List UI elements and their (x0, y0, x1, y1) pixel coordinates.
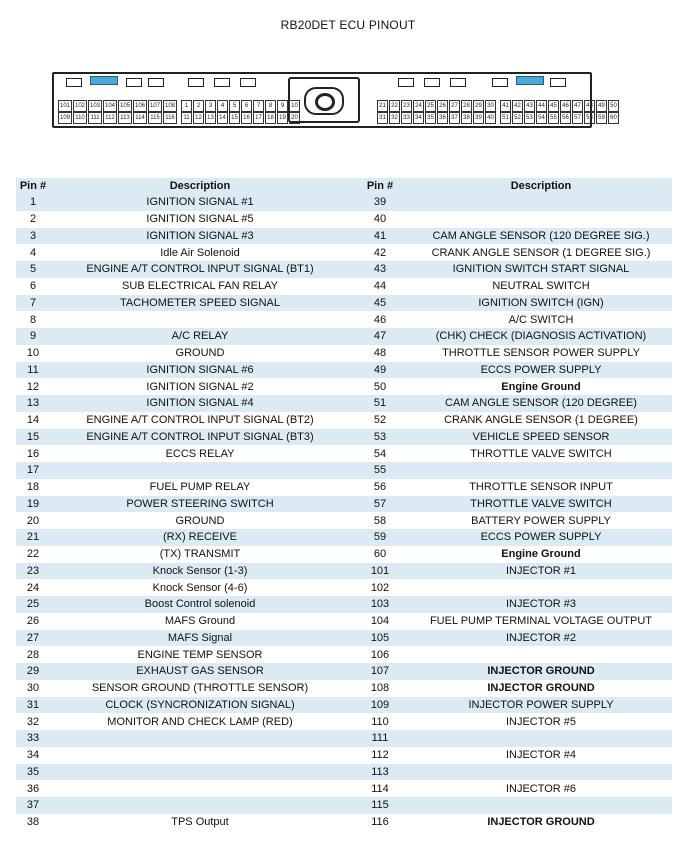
connector-pin-label: 38 (461, 112, 472, 124)
table-row (16, 295, 672, 312)
table-row (16, 529, 672, 546)
ecu-connector-diagram (52, 72, 617, 128)
pin-cell-2: 50 (373, 380, 387, 393)
description-cell-2: CRANK ANGLE SENSOR (1 DEGREE SIG.) (431, 246, 651, 259)
connector-pin-label: 113 (118, 112, 132, 124)
pin-cell-2: 116 (371, 816, 389, 829)
description-cell: ENGINE TEMP SENSOR (137, 648, 263, 661)
connector-pin-label: 41 (500, 100, 511, 112)
connector-pin-label: 101 (58, 100, 72, 112)
pin-cell-2: 52 (373, 414, 387, 427)
description-cell-2: THROTTLE VALVE SWITCH (470, 497, 612, 510)
pin-cell: 33 (26, 732, 40, 745)
description-cell-2: INJECTOR #4 (505, 749, 577, 762)
connector-pin-label: 9 (277, 100, 288, 112)
pinout-table (16, 178, 672, 831)
table-row (16, 412, 672, 429)
pin-cell-2: 56 (373, 481, 387, 494)
pin-cell: 35 (26, 765, 40, 778)
description-cell-2: BATTERY POWER SUPPLY (471, 514, 611, 527)
table-row (16, 311, 672, 328)
pin-cell-2: 113 (371, 765, 389, 778)
connector-pin-label: 59 (596, 112, 607, 124)
pin-cell-2: 49 (373, 363, 387, 376)
pin-cell: 34 (26, 749, 40, 762)
description-cell: FUEL PUMP RELAY (149, 481, 251, 494)
description-cell-2: INJECTOR #3 (505, 598, 577, 611)
connector-pin-row-top (58, 100, 620, 112)
header-pin: Pin # (19, 180, 47, 192)
connector-pin-label: 51 (500, 112, 511, 124)
pin-cell-2: 106 (370, 648, 390, 661)
table-row (16, 646, 672, 663)
description-cell (50, 764, 350, 781)
connector-pin-row-bottom (58, 112, 620, 124)
description-cell-2: IGNITION SWITCH START SIGNAL (452, 263, 630, 276)
connector-pin-label: 104 (103, 100, 117, 112)
table-row (16, 462, 672, 479)
connector-pin-label: 52 (512, 112, 523, 124)
connector-pin-label: 17 (253, 112, 264, 124)
table-row (16, 378, 672, 395)
description-cell-2: THROTTLE SENSOR INPUT (469, 481, 613, 494)
description-cell-2 (410, 797, 672, 814)
table-row (16, 479, 672, 496)
description-cell-2: INJECTOR #5 (505, 715, 577, 728)
pin-cell-2: 42 (373, 246, 387, 259)
connector-pin-label: 21 (377, 100, 388, 112)
description-cell: Boost Control solenoid (144, 598, 256, 611)
connector-pin-label: 107 (148, 100, 162, 112)
connector-tab (492, 78, 508, 87)
connector-pin-label: 44 (536, 100, 547, 112)
description-cell: MAFS Ground (164, 615, 236, 628)
connector-pin-label: 12 (193, 112, 204, 124)
page-title: RB20DET ECU PINOUT (280, 18, 416, 32)
description-cell: ENGINE A/T CONTROL INPUT SIGNAL (BT2) (86, 414, 314, 427)
table-row (16, 814, 672, 831)
pin-cell: 2 (29, 213, 37, 226)
table-row (16, 345, 672, 362)
table-row (16, 579, 672, 596)
pin-cell: 11 (27, 363, 39, 376)
pin-cell: 24 (26, 581, 40, 594)
description-cell-2: INJECTOR POWER SUPPLY (468, 698, 614, 711)
table-row (16, 261, 672, 278)
connector-tab (398, 78, 414, 87)
pin-cell: 21 (26, 531, 40, 544)
pin-cell: 16 (26, 447, 40, 460)
description-cell (50, 797, 350, 814)
pin-cell-2: 105 (370, 631, 390, 644)
description-cell: IGNITION SIGNAL #3 (146, 229, 254, 242)
pin-cell-2: 108 (370, 682, 390, 695)
description-cell: POWER STEERING SWITCH (126, 497, 274, 510)
connector-pin-label: 60 (608, 112, 619, 124)
connector-pin-label: 4 (217, 100, 228, 112)
description-cell-2 (410, 764, 672, 781)
description-cell: (TX) TRANSMIT (159, 548, 241, 561)
connector-pin-label: 102 (73, 100, 87, 112)
pin-cell: 37 (26, 799, 40, 812)
pin-cell: 15 (26, 430, 40, 443)
pin-cell: 27 (26, 631, 40, 644)
pin-cell-2: 103 (370, 598, 390, 611)
pin-cell: 18 (26, 481, 40, 494)
description-cell: MAFS Signal (167, 631, 233, 644)
description-cell-2 (410, 579, 672, 596)
pin-cell: 7 (29, 296, 37, 309)
connector-pin-label: 34 (413, 112, 424, 124)
description-cell: SUB ELECTRICAL FAN RELAY (122, 280, 278, 293)
description-cell-2: Engine Ground (501, 380, 581, 393)
table-row (16, 596, 672, 613)
description-cell (50, 747, 350, 764)
description-cell: IGNITION SIGNAL #2 (146, 380, 254, 393)
connector-pin-label: 105 (118, 100, 132, 112)
pin-cell: 10 (26, 347, 40, 360)
connector-pin-label: 24 (413, 100, 424, 112)
description-cell: ECCS RELAY (165, 447, 235, 460)
pin-cell: 3 (29, 229, 37, 242)
connector-pin-label: 8 (265, 100, 276, 112)
description-cell: IGNITION SIGNAL #4 (146, 397, 254, 410)
description-cell-2: (CHK) CHECK (DIAGNOSIS ACTIVATION) (435, 330, 647, 343)
connector-pin-label: 19 (277, 112, 288, 124)
connector-pin-label: 45 (548, 100, 559, 112)
header-pin-2: Pin # (366, 180, 394, 192)
connector-pin-label: 10 (289, 100, 300, 112)
connector-tab (188, 78, 204, 87)
pin-cell: 9 (29, 330, 37, 343)
connector-pin-label: 25 (425, 100, 436, 112)
pin-cell: 38 (26, 816, 40, 829)
description-cell (50, 730, 350, 747)
table-row (16, 278, 672, 295)
connector-pin-label: 6 (241, 100, 252, 112)
connector-tab-blue (90, 76, 118, 85)
connector-pin-label: 115 (148, 112, 162, 124)
connector-pin-label: 36 (437, 112, 448, 124)
connector-pin-label: 16 (241, 112, 252, 124)
description-cell: GROUND (175, 347, 225, 360)
description-cell: (RX) RECEIVE (163, 531, 237, 544)
table-row (16, 613, 672, 630)
description-cell-2: A/C SWITCH (508, 313, 574, 326)
table-row (16, 713, 672, 730)
connector-pin-label: 15 (229, 112, 240, 124)
description-cell: TPS Output (171, 816, 229, 829)
description-cell-2 (410, 211, 672, 228)
connector-pin-label: 33 (401, 112, 412, 124)
pin-cell: 20 (26, 514, 40, 527)
pin-cell-2: 44 (373, 280, 387, 293)
description-cell-2: CAM ANGLE SENSOR (120 DEGREE) (445, 397, 637, 410)
pin-cell-2: 57 (373, 497, 387, 510)
pin-cell: 32 (26, 715, 40, 728)
connector-pin-label: 47 (572, 100, 583, 112)
pin-cell-2: 55 (373, 464, 387, 477)
connector-pin-label: 23 (401, 100, 412, 112)
description-cell-2 (410, 730, 672, 747)
pin-cell-2: 48 (373, 347, 387, 360)
description-cell-2: Engine Ground (501, 548, 581, 561)
table-row (16, 395, 672, 412)
connector-pin-label: 31 (377, 112, 388, 124)
description-cell (50, 780, 350, 797)
pin-cell-2: 110 (371, 715, 389, 728)
connector-pin-label: 14 (217, 112, 228, 124)
connector-pin-label: 50 (608, 100, 619, 112)
description-cell-2: THROTTLE VALVE SWITCH (470, 447, 612, 460)
pin-cell-2: 47 (373, 330, 387, 343)
table-row (16, 228, 672, 245)
connector-pin-label: 1 (181, 100, 192, 112)
description-cell: Idle Air Solenoid (160, 246, 240, 259)
pin-cell-2: 45 (373, 296, 387, 309)
table-row (16, 764, 672, 781)
connector-pin-label: 110 (73, 112, 87, 124)
connector-pin-label: 28 (461, 100, 472, 112)
connector-tab (214, 78, 230, 87)
connector-pin-label: 27 (449, 100, 460, 112)
connector-pin-label: 3 (205, 100, 216, 112)
pin-cell-2: 40 (373, 213, 387, 226)
pin-cell-2: 43 (373, 263, 387, 276)
pin-cell-2: 115 (371, 799, 389, 812)
connector-pin-label: 42 (512, 100, 523, 112)
header-description-2: Description (510, 180, 572, 192)
connector-pin-label: 57 (572, 112, 583, 124)
description-cell-2: INJECTOR GROUND (487, 665, 595, 678)
connector-pin-label: 54 (536, 112, 547, 124)
pin-cell-2: 60 (373, 548, 387, 561)
connector-pin-label: 114 (133, 112, 147, 124)
connector-tab (424, 78, 440, 87)
description-cell: IGNITION SIGNAL #1 (146, 196, 254, 209)
description-cell-2: NEUTRAL SWITCH (492, 280, 590, 293)
pin-cell-2: 102 (370, 581, 390, 594)
description-cell-2: ECCS POWER SUPPLY (480, 531, 602, 544)
table-row (16, 512, 672, 529)
pin-cell: 23 (26, 564, 40, 577)
pin-cell-2: 39 (373, 196, 387, 209)
connector-tab (550, 78, 566, 87)
pin-cell-2: 109 (370, 698, 390, 711)
description-cell-2 (410, 462, 672, 479)
pin-cell-2: 59 (373, 531, 387, 544)
description-cell-2: IGNITION SWITCH (IGN) (478, 296, 604, 309)
connector-pin-label: 46 (560, 100, 571, 112)
pin-cell: 22 (26, 548, 40, 561)
pin-cell-2: 101 (370, 564, 390, 577)
description-cell: A/C RELAY (171, 330, 229, 343)
pin-cell: 26 (26, 615, 40, 628)
connector-tab (126, 78, 142, 87)
description-cell-2: INJECTOR GROUND (487, 682, 595, 695)
pin-cell: 6 (29, 280, 37, 293)
pin-cell: 31 (26, 698, 40, 711)
description-cell: IGNITION SIGNAL #5 (146, 213, 254, 226)
table-row (16, 496, 672, 513)
description-cell: ENGINE A/T CONTROL INPUT SIGNAL (BT1) (86, 263, 314, 276)
connector-tab (240, 78, 256, 87)
connector-pin-label: 116 (163, 112, 177, 124)
table-row (16, 630, 672, 647)
description-cell (50, 462, 350, 479)
description-cell-2: THROTTLE SENSOR POWER SUPPLY (442, 347, 640, 360)
connector-pin-label: 49 (596, 100, 607, 112)
description-cell-2: VEHICLE SPEED SENSOR (472, 430, 610, 443)
connector-pin-label: 108 (163, 100, 177, 112)
connector-pin-label: 26 (437, 100, 448, 112)
pin-cell: 29 (26, 665, 40, 678)
description-cell-2: ECCS POWER SUPPLY (480, 363, 602, 376)
connector-pin-label: 18 (265, 112, 276, 124)
description-cell-2: INJECTOR #2 (505, 631, 577, 644)
table-row (16, 730, 672, 747)
connector-pin-label: 112 (103, 112, 117, 124)
connector-pin-label: 11 (181, 112, 192, 124)
pin-cell-2: 53 (373, 430, 387, 443)
pin-cell: 17 (26, 464, 40, 477)
connector-pin-label: 37 (449, 112, 460, 124)
connector-pin-label: 53 (524, 112, 535, 124)
connector-pin-label: 55 (548, 112, 559, 124)
description-cell-2 (410, 646, 672, 663)
description-cell-2: INJECTOR #6 (505, 782, 577, 795)
table-row (16, 244, 672, 261)
table-row (16, 663, 672, 680)
table-row (16, 211, 672, 228)
table-header-row (16, 178, 672, 194)
description-cell: MONITOR AND CHECK LAMP (RED) (107, 715, 293, 728)
connector-pin-label: 30 (485, 100, 496, 112)
connector-pin-label: 22 (389, 100, 400, 112)
connector-tab (450, 78, 466, 87)
connector-tab (148, 78, 164, 87)
description-cell: TACHOMETER SPEED SIGNAL (120, 296, 280, 309)
connector-pin-label: 20 (289, 112, 300, 124)
pin-cell-2: 104 (370, 615, 390, 628)
pin-cell-2: 41 (373, 229, 387, 242)
connector-pin-label: 109 (58, 112, 72, 124)
pin-cell: 30 (26, 682, 40, 695)
pin-cell-2: 114 (371, 782, 389, 795)
pin-cell: 13 (26, 397, 40, 410)
table-row (16, 697, 672, 714)
pin-cell: 8 (29, 313, 37, 326)
connector-pin-label: 40 (485, 112, 496, 124)
connector-tab-blue (516, 76, 544, 85)
pin-cell-2: 51 (373, 397, 387, 410)
description-cell (50, 311, 350, 328)
description-cell-2: CRANK ANGLE SENSOR (1 DEGREE) (444, 414, 638, 427)
pin-cell: 5 (29, 263, 37, 276)
connector-pin-label: 5 (229, 100, 240, 112)
description-cell: SENSOR GROUND (THROTTLE SENSOR) (91, 682, 309, 695)
description-cell-2: CAM ANGLE SENSOR (120 DEGREE SIG.) (432, 229, 650, 242)
description-cell-2 (410, 194, 672, 211)
pin-cell-2: 54 (373, 447, 387, 460)
pin-cell: 19 (26, 497, 40, 510)
description-cell: Knock Sensor (4-6) (152, 581, 248, 594)
description-cell-2: INJECTOR #1 (505, 564, 577, 577)
connector-pin-label: 106 (133, 100, 147, 112)
description-cell: GROUND (175, 514, 225, 527)
table-row (16, 563, 672, 580)
connector-pin-label: 103 (88, 100, 102, 112)
connector-pin-label: 56 (560, 112, 571, 124)
table-row (16, 429, 672, 446)
pin-cell: 12 (26, 380, 40, 393)
pin-cell: 1 (29, 196, 37, 209)
pin-cell: 14 (26, 414, 40, 427)
header-description: Description (169, 180, 231, 192)
description-cell-2: INJECTOR GROUND (487, 816, 595, 829)
table-row (16, 747, 672, 764)
table-row (16, 194, 672, 211)
connector-pin-label: 35 (425, 112, 436, 124)
table-row (16, 546, 672, 563)
pin-cell: 4 (29, 246, 37, 259)
pin-cell: 36 (26, 782, 40, 795)
description-cell: ENGINE A/T CONTROL INPUT SIGNAL (BT3) (86, 430, 314, 443)
table-row (16, 445, 672, 462)
connector-pin-label: 29 (473, 100, 484, 112)
pin-cell: 28 (26, 648, 40, 661)
connector-pin-label: 111 (88, 112, 102, 124)
connector-pin-label: 13 (205, 112, 216, 124)
table-row (16, 780, 672, 797)
connector-pin-label: 7 (253, 100, 264, 112)
connector-pin-label: 2 (193, 100, 204, 112)
table-row (16, 797, 672, 814)
connector-pin-label: 39 (473, 112, 484, 124)
description-cell: Knock Sensor (1-3) (152, 564, 248, 577)
table-row (16, 328, 672, 345)
connector-pin-label: 48 (584, 100, 595, 112)
pin-cell-2: 107 (370, 665, 390, 678)
connector-pin-label: 43 (524, 100, 535, 112)
pin-cell-2: 58 (373, 514, 387, 527)
table-row (16, 362, 672, 379)
pin-cell-2: 112 (371, 749, 389, 762)
pin-cell-2: 46 (373, 313, 387, 326)
pin-cell: 25 (26, 598, 40, 611)
pin-cell-2: 111 (371, 732, 389, 745)
description-cell: CLOCK (SYNCRONIZATION SIGNAL) (105, 698, 295, 711)
description-cell-2: FUEL PUMP TERMINAL VOLTAGE OUTPUT (429, 615, 653, 628)
connector-tab (66, 78, 82, 87)
connector-pin-label: 58 (584, 112, 595, 124)
table-row (16, 680, 672, 697)
description-cell: IGNITION SIGNAL #6 (146, 363, 254, 376)
description-cell: EXHAUST GAS SENSOR (136, 665, 264, 678)
connector-pin-label: 32 (389, 112, 400, 124)
